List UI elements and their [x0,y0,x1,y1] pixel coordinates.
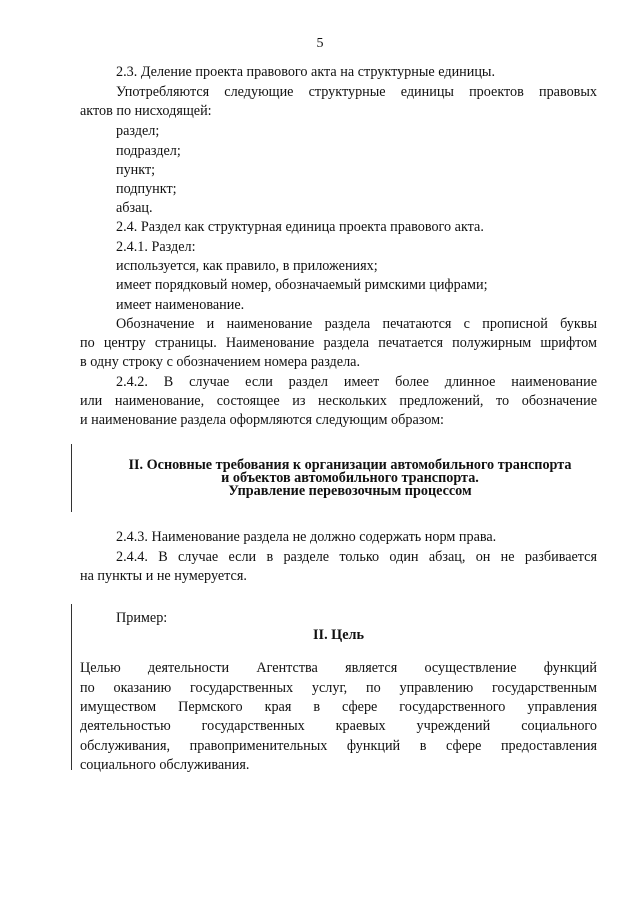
example-section-heading: и объектов автомобильного транспорта. [221,470,479,486]
section-2-4-3: 2.4.3. Наименование раздела не должно содержать норм права. [116,529,497,545]
example-margin-line [71,444,72,512]
list-item: раздел; [116,123,160,139]
list-item: подраздел; [116,143,181,159]
example-text-line: деятельностью государственных краевых учреждений социального [80,718,597,734]
example-section-heading: II. Основные требования к организации автомобильного транспорта [128,457,572,473]
list-item: абзац. [116,200,153,216]
paragraph-line: Обозначение и наименование раздела печатаются с прописной буквы [116,316,597,332]
section-2-4-title: 2.4. Раздел как структурная единица проекта правового акта. [116,219,484,235]
example-text-line: социального обслуживания. [80,757,250,773]
paragraph-line: и наименование раздела оформляются следующим образом: [80,412,445,428]
example-text-line: по оказанию государственных услуг, по управлению государственным [80,680,597,696]
list-item: имеет наименование. [116,297,245,313]
example-title: II. Цель [313,627,364,643]
example-margin-line [71,604,72,770]
example-text-line: Целью деятельности Агентства является осуществление функций [80,660,597,676]
paragraph-line: по центру страницы. Наименование раздела печатается полужирным шрифтом [80,335,597,351]
list-item: используется, как правило, в приложениях; [116,258,378,274]
page-number: 5 [316,36,324,51]
example-text-line: обслуживания, правоприменительных функций в сфере предоставления [80,738,597,754]
paragraph-line: на пункты и не нумеруется. [80,568,247,584]
list-item: подпункт; [116,181,177,197]
section-2-4-1-title: 2.4.1. Раздел: [116,239,196,255]
example-label: Пример: [116,610,168,626]
list-item: пункт; [116,162,156,178]
paragraph-line: Употребляются следующие структурные единицы проектов правовых [116,84,597,100]
section-2-4-4: 2.4.4. В случае если в разделе только один абзац, он не разбивается [116,549,597,565]
list-item: имеет порядковый номер, обозначаемый римскими цифрами; [116,277,488,293]
example-section-heading: Управление перевозочным процессом [228,483,472,499]
paragraph-line: или наименование, состоящее из нескольких предложений, то обозначение [80,393,597,409]
paragraph-line: актов по нисходящей: [80,103,212,119]
section-2-3-title: 2.3. Деление проекта правового акта на структурные единицы. [116,64,496,80]
paragraph-line: в одну строку с обозначением номера раздела. [80,354,360,370]
example-text-line: имуществом Пермского края в сфере государственного управления [80,699,597,715]
paragraph-line: 2.4.2. В случае если раздел имеет более длинное наименование [116,374,597,390]
